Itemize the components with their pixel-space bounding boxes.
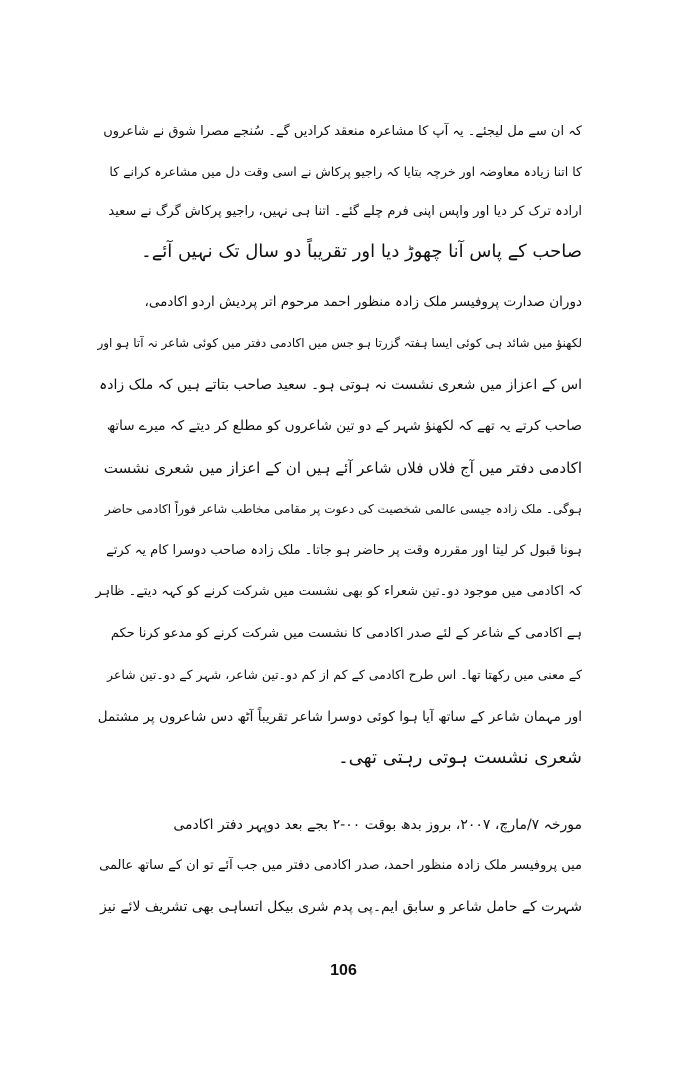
text-line: صاحب کے پاس آنا چھوڑ دیا اور تقریباً دو سال تک نہیں آئے۔	[141, 241, 582, 262]
text-line: ہونا قبول کر لیتا اور مقررہ وقت پر حاضر ہو جاتا۔ ملک زادہ صاحب دوسرا کام یہ کرتے	[106, 543, 582, 558]
text-line: شعری نشست ہوتی رہتی تھی۔	[338, 747, 582, 768]
text-line: اکادمی دفتر میں آج فلاں فلاں شاعر آئے ہیں ان کے اعزاز میں شعری نشست	[103, 459, 582, 477]
text-line: میں پروفیسر ملک زادہ منظور احمد، صدر اکادمی دفتر میں جب آئے تو ان کے ساتھ عالمی	[99, 858, 582, 873]
text-line: مورخہ ۷/مارچ، ۲۰۰۷، بروز بدھ بوقت ۰۰-۲ بجے بعد دوپہر دفتر اکادمی	[173, 817, 582, 833]
text-line: ارادہ ترک کر دیا اور واپس اپنی فرم چلے گئے۔ اتنا ہی نہیں، راجیو پرکاش گرگ نے سعید	[108, 204, 582, 219]
text-line: کا اتنا زیادہ معاوضہ اور خرچہ بتایا کہ راجیو پرکاش نے اسی وقت دل میں مشاعرہ کرانے کا	[109, 164, 582, 179]
paragraph-2	[95, 282, 582, 792]
text-line: اس کے اعزاز میں شعری نشست نہ ہوتی ہو۔ سعید صاحب بتاتے ہیں کہ ملک زادہ	[99, 377, 582, 393]
paragraph-1	[95, 112, 582, 272]
text-line: کہ اکادمی میں موجود دو۔تین شعراء کو بھی نشست میں شرکت کرنے کو کہہ دیتے۔ ظاہر	[95, 584, 582, 599]
text-line: صاحب کرتے یہ تھے کہ لکھنؤ شہر کے دو تین شاعروں کو مطلع کر دیتے کہ میرے ساتھ	[106, 418, 582, 434]
text-line: کہ ان سے مل لیجئے۔ یہ آپ کا مشاعرہ منعقد کرادیں گے۔ سُنجے مصرا شوق نے شاعروں	[103, 124, 582, 139]
page-number: 106	[330, 962, 357, 979]
text-line: لکھنؤ میں شائد ہی کوئی ایسا ہفتہ گزرتا ہو جس میں اکادمی دفتر میں کوئی شاعر نہ آتا ہو اور	[97, 336, 582, 350]
text-line: اور مہمان شاعر کے ساتھ آیا ہوا کوئی دوسرا شاعر تقریباً آٹھ دس شاعروں پر مشتمل	[97, 709, 582, 725]
paragraph-3	[95, 805, 582, 930]
text-line: شہرت کے حامل شاعر و سابق ایم۔پی پدم شری بیکل اتساہی بھی تشریف لائے نیز	[100, 899, 582, 915]
text-line: دوران صدارت پروفیسر ملک زادہ منظور احمد مرحوم اتر پردیش اردو اکادمی،	[144, 294, 582, 310]
text-line: ہوگی۔ ملک زادہ جیسی عالمی شخصیت کی دعوت پر مقامی مخاطب شاعر فوراً اکادمی حاضر	[104, 502, 582, 516]
text-line: ہے اکادمی کے شاعر کے لئے صدر اکادمی کا نشست میں شرکت کرنے کو مدعو کرنا حکم	[110, 626, 582, 641]
text-line: کے معنی میں رکھتا تھا۔ اس طرح اکادمی کے کم از کم دو۔تین شاعر، شہر کے دو۔تین شاعر	[107, 667, 582, 682]
